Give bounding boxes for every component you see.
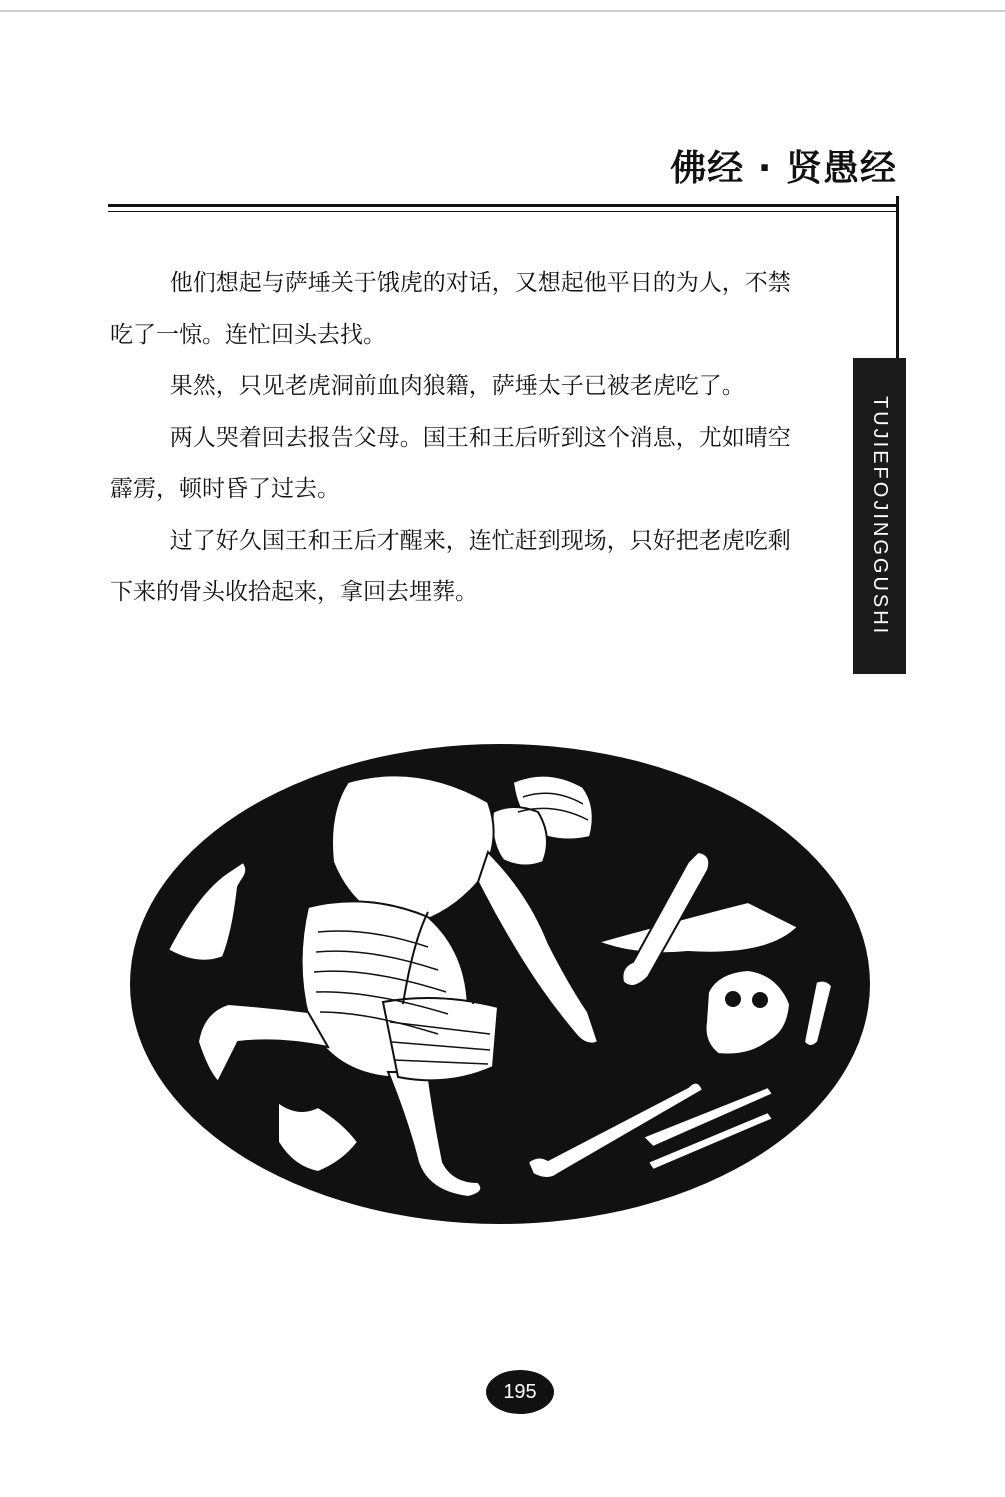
header-rule-thin	[108, 211, 898, 212]
side-tab	[853, 358, 906, 674]
page-number: 195	[486, 1370, 554, 1414]
illustration-man-collecting-bones	[128, 742, 873, 1227]
page-header-title: 佛经 · 贤愚经	[670, 148, 897, 189]
paragraph: 果然，只见老虎洞前血肉狼籍，萨埵太子已被老虎吃了。	[169, 373, 745, 399]
body-text	[110, 258, 810, 619]
paragraph: 过了好久国王和王后才醒来，连忙赶到现场，只好把老虎吃剩下来的骨头收拾起来，拿回去埋葬。	[110, 527, 791, 605]
header-rule-thick	[108, 204, 898, 207]
paragraph: 他们想起与萨埵关于饿虎的对话，又想起他平日的为人，不禁吃了一惊。连忙回头去找。	[110, 270, 791, 348]
scan-top-edge	[0, 10, 1005, 12]
side-tab-label: TUJIEFOJINGGUSHI	[869, 395, 891, 637]
paragraph: 两人哭着回去报告父母。国王和王后听到这个消息，尤如晴空霹雳，顿时昏了过去。	[110, 424, 791, 502]
header-rule-vertical	[896, 196, 899, 358]
